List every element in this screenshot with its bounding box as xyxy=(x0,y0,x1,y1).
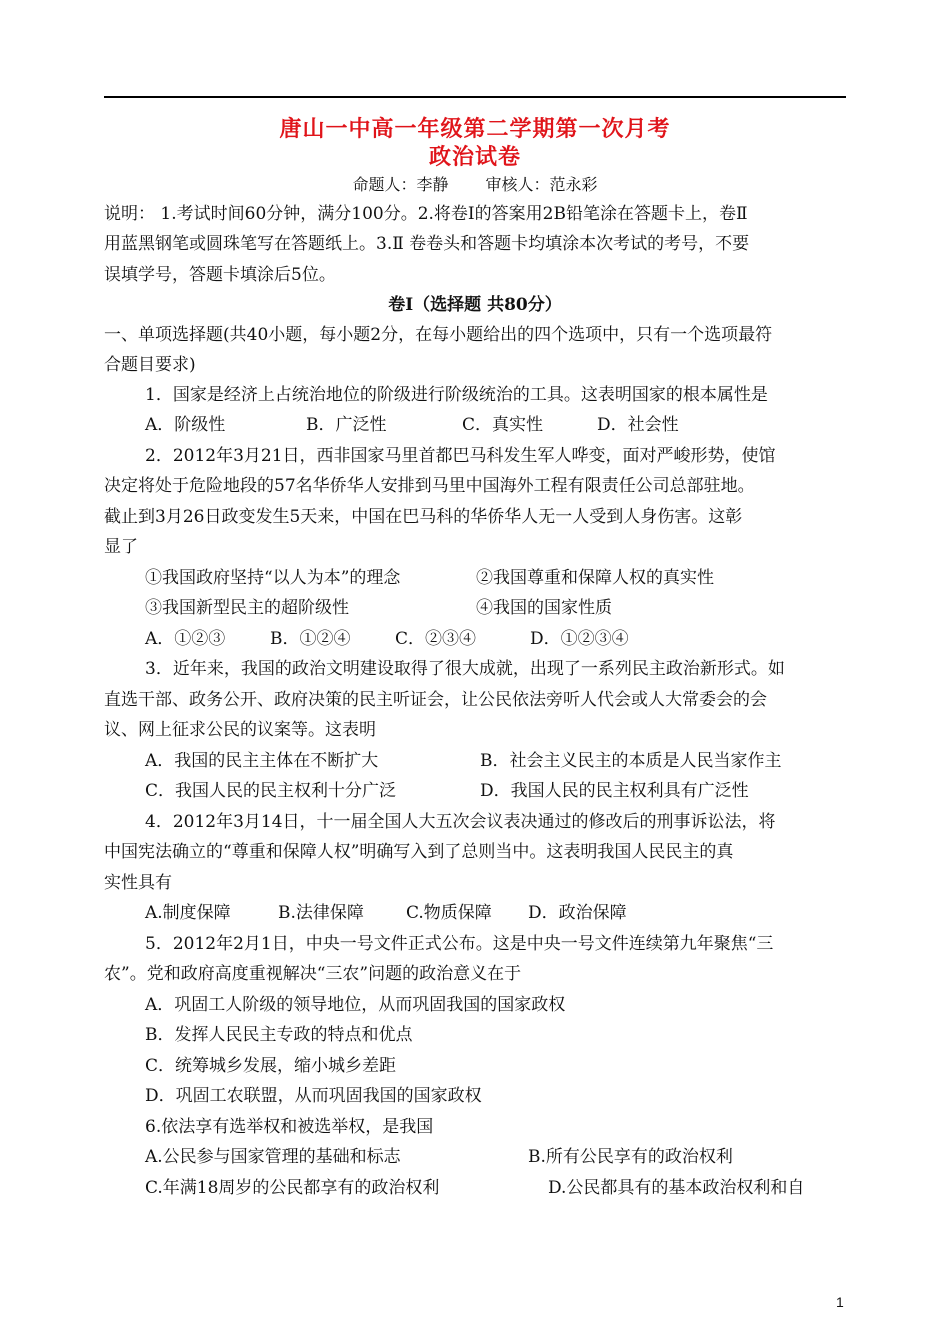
option-c: C.物质保障 xyxy=(406,903,492,923)
section-title: 卷Ⅰ（选择题 共80分） xyxy=(388,295,562,315)
option-b: B．发挥人民民主专政的特点和优点 xyxy=(145,1025,413,1045)
instruction-line: 说明： 1.考试时间60分钟，满分100分。2.将卷Ⅰ的答案用2B铅笔涂在答题卡上，卷Ⅱ xyxy=(104,204,748,224)
option-b: B.法律保障 xyxy=(278,903,364,923)
question-stem: 4．2012年3月14日，十一届全国人大五次会议表决通过的修改后的刑事诉讼法，将 xyxy=(145,812,776,832)
option-c: C.年满18周岁的公民都享有的政治权利 xyxy=(145,1178,440,1198)
option-a: A．阶级性 xyxy=(145,415,226,435)
section-intro: 一、单项选择题(共40小题，每小题2分，在每小题给出的四个选项中，只有一个选项最符 xyxy=(104,325,773,345)
option-b: B．社会主义民主的本质是人民当家作主 xyxy=(480,751,782,771)
question-stem: 6.依法享有选举权和被选举权，是我国 xyxy=(145,1117,434,1137)
question-stem: 1．国家是经济上占统治地位的阶级进行阶级统治的工具。这表明国家的根本属性是 xyxy=(145,385,768,405)
author: 命题人：李静 xyxy=(352,175,449,194)
option-a: A.制度保障 xyxy=(145,903,231,923)
question-stem: 议、网上征求公民的议案等。这表明 xyxy=(104,720,376,740)
option-d: D．我国人民的民主权利具有广泛性 xyxy=(480,781,749,801)
authors-line xyxy=(0,172,950,195)
exam-subtitle: 政治试卷 xyxy=(428,144,521,170)
option-d: D．①②③④ xyxy=(530,629,629,649)
option-d: D．巩固工农联盟，从而巩固我国的国家政权 xyxy=(145,1086,482,1106)
section-intro: 合题目要求) xyxy=(104,355,196,375)
option-d: D．政治保障 xyxy=(528,903,627,923)
statement-3: ③我国新型民主的超阶级性 xyxy=(145,598,349,618)
question-stem: 中国宪法确立的“尊重和保障人权”明确写入到了总则当中。这表明我国人民民主的真 xyxy=(104,842,734,862)
option-b: B.所有公民享有的政治权利 xyxy=(528,1147,733,1167)
option-d: D.公民都具有的基本政治权利和自 xyxy=(548,1178,805,1198)
question-stem: 实性具有 xyxy=(104,873,172,893)
question-stem: 截止到3月26日政变发生5天来，中国在巴马科的华侨华人无一人受到人身伤害。这彰 xyxy=(104,507,743,527)
question-stem: 5．2012年2月1日，中央一号文件正式公布。这是中央一号文件连续第九年聚焦“三 xyxy=(145,934,774,954)
option-a: A．巩固工人阶级的领导地位，从而巩固我国的国家政权 xyxy=(145,995,566,1015)
statement-4: ④我国的国家性质 xyxy=(476,598,612,618)
question-stem: 农”。党和政府高度重视解决“三农”问题的政治意义在于 xyxy=(104,964,522,984)
statement-1: ①我国政府坚持“以人为本”的理念 xyxy=(145,568,401,588)
instruction-line: 用蓝黑钢笔或圆珠笔写在答题纸上。3.Ⅱ 卷卷头和答题卡均填涂本次考试的考号，不要 xyxy=(104,234,750,254)
question-stem: 显了 xyxy=(104,537,138,557)
option-c: C．我国人民的民主权利十分广泛 xyxy=(145,781,397,801)
option-a: A．①②③ xyxy=(145,629,226,649)
instruction-line: 误填学号，答题卡填涂后5位。 xyxy=(104,265,336,285)
question-stem: 3．近年来，我国的政治文明建设取得了很大成就，出现了一系列民主政治新形式。如 xyxy=(145,659,785,679)
question-stem: 决定将处于危险地段的57名华侨华人安排到马里中国海外工程有限责任公司总部驻地。 xyxy=(104,476,755,496)
option-a: A．我国的民主主体在不断扩大 xyxy=(145,751,379,771)
header-rule xyxy=(104,96,846,98)
question-stem: 直选干部、政务公开、政府决策的民主听证会，让公民依法旁听人代会或人大常委会的会 xyxy=(104,690,767,710)
question-stem: 2．2012年3月21日，西非国家马里首都巴马科发生军人哗变，面对严峻形势，使馆 xyxy=(145,446,776,466)
option-b: B．①②④ xyxy=(270,629,351,649)
option-c: C．统筹城乡发展，缩小城乡差距 xyxy=(145,1056,397,1076)
option-c: C．②③④ xyxy=(395,629,477,649)
exam-title: 唐山一中高一年级第二学期第一次月考 xyxy=(279,116,671,142)
option-b: B．广泛性 xyxy=(306,415,387,435)
option-c: C．真实性 xyxy=(462,415,544,435)
page-number: 1 xyxy=(836,1294,844,1310)
option-d: D．社会性 xyxy=(597,415,679,435)
option-a: A.公民参与国家管理的基础和标志 xyxy=(145,1147,401,1167)
statement-2: ②我国尊重和保障人权的真实性 xyxy=(476,568,714,588)
reviewer: 审核人：范永彩 xyxy=(485,175,598,194)
